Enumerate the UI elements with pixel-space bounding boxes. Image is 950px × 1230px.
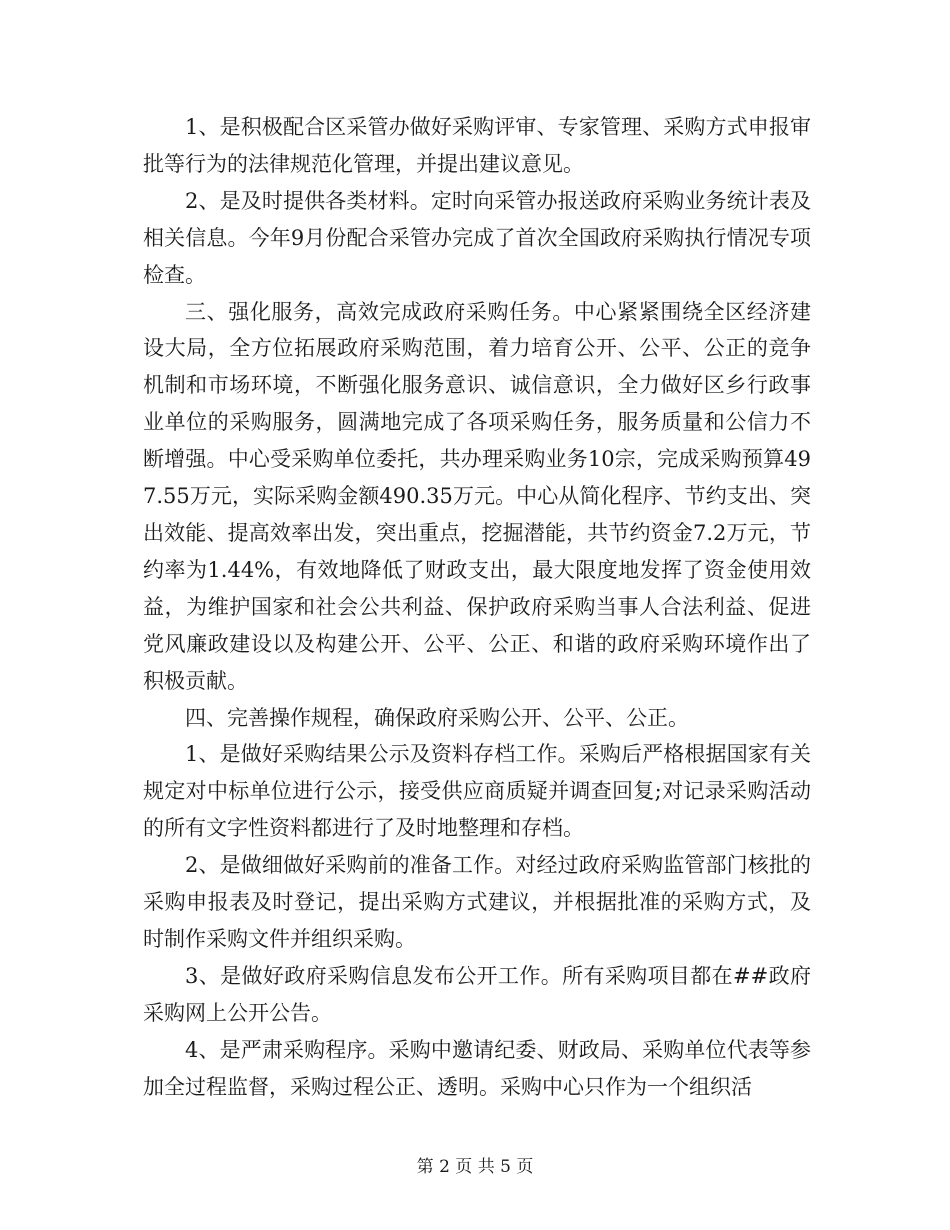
paragraph-4-heading: 四、完善操作规程，确保政府采购公开、公平、公正。 <box>185 705 689 730</box>
paragraph-5: 1、是做好采购结果公示及资料存档工作。采购后严格根据国家有关规定对中标单位进行公示，接受供应商质疑并调查回复;对记录采购活动的所有文字性资料都进行了及时地整理和存档。 <box>143 742 811 841</box>
page-number-footer: 第 2 页 共 5 页 <box>416 1157 534 1177</box>
paragraph-6: 2、是做细做好采购前的准备工作。对经过政府采购监管部门核批的采购申报表及时登记，提出采购方式建议，并根据批准的采购方式，及时制作采购文件并组织采购。 <box>143 853 811 951</box>
paragraph-2: 2、是及时提供各类材料。定时向采管办报送政府采购业务统计表及相关信息。今年9月份配合采管办完成了首次全国政府采购执行情况专项检查。 <box>143 188 811 287</box>
paragraph-7: 3、是做好政府采购信息发布公开工作。所有采购项目都在##政府采购网上公开公告。 <box>143 963 811 1025</box>
paragraph-1: 1、是积极配合区采管办做好采购评审、专家管理、采购方式申报审批等行为的法律规范化管理，并提出建议意见。 <box>143 115 811 176</box>
document-body <box>143 109 811 1105</box>
paragraph-3: 三、强化服务，高效完成政府采购任务。中心紧紧围绕全区经济建设大局，全方位拓展政府采购范围，着力培育公开、公平、公正的竞争机制和市场环境，不断强化服务意识、诚信意识，全力做好区乡行政事业单位的采购服务，圆满地完成了各项采购任务，服务质量和公信力不断增强。中心受采购单位委托，共办理采购业务10宗，完成采购预算497.55万元，实际采购金额490.35万元。中心从简化程序、节约支出、突出效能、提高效率出发，突出重点，挖掘潜能，共节约资金7.2万元，节约率为1.44%，有效地降低了财政支出，最大限度地发挥了资金使用效益，为维护国家和社会公共利益、保护政府采购当事人合法利益、促进党风廉政建设以及构建公开、公平、公正、和谐的政府采购环境作出了积极贡献。 <box>143 299 811 693</box>
paragraph-8: 4、是严肃采购程序。采购中邀请纪委、财政局、采购单位代表等参加全过程监督，采购过程公正、透明。采购中心只作为一个组织活 <box>143 1037 811 1099</box>
